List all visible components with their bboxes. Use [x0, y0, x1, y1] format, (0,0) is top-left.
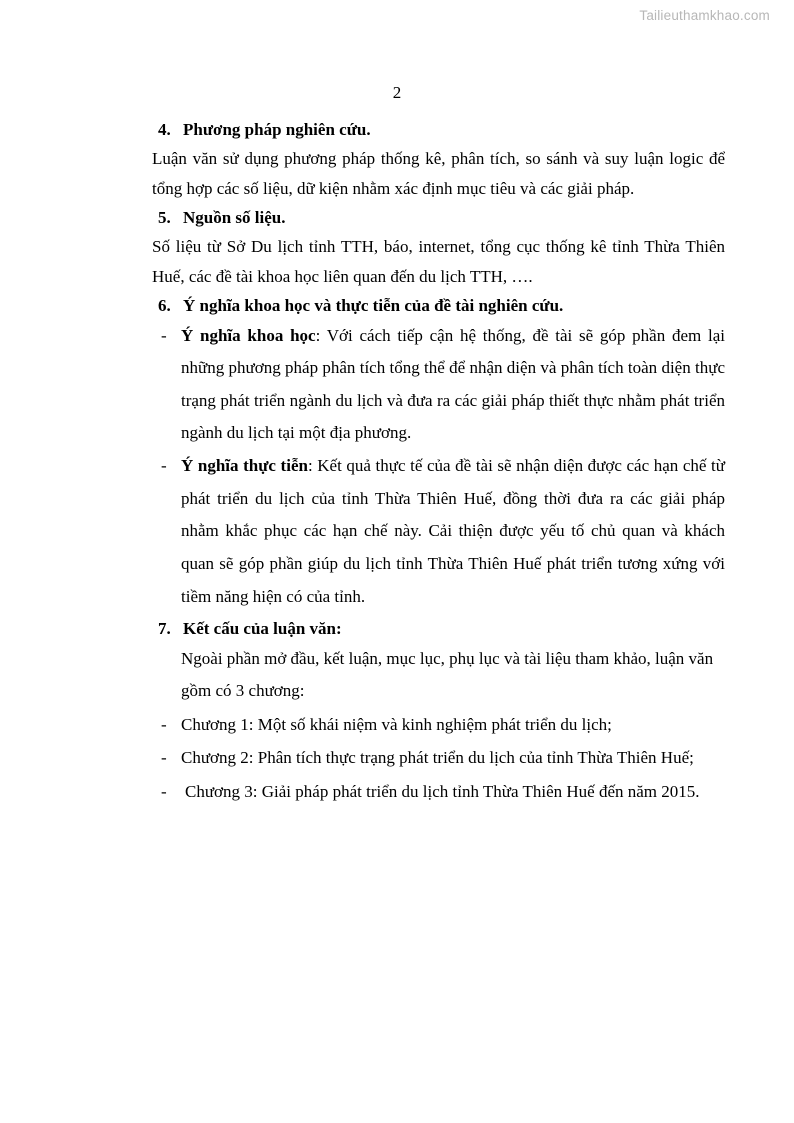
chapter-text: Chương 2: Phân tích thực trạng phát triển du lịch của tỉnh Thừa Thiên Huế;: [181, 748, 694, 768]
section-4-paragraph: Luận văn sử dụng phương pháp thống kê, phân tích, so sánh và suy luận logic để tổng hợp các số liệu, dữ kiện nhằm xác định mục tiêu và các giải pháp.: [152, 148, 725, 198]
chapter-text: Chương 3: Giải pháp phát triển du lịch tỉnh Thừa Thiên Huế đến năm 2015.: [185, 781, 700, 801]
bullet-lead-label: Ý nghĩa khoa học: [181, 325, 316, 345]
chapter-text: Chương 1: Một số khái niệm và kinh nghiệm phát triển du lịch;: [181, 715, 612, 734]
bullet-dash: -: [161, 325, 167, 345]
chapter-list-item: [152, 741, 725, 774]
chapter-list-item: [152, 775, 725, 808]
section-heading-7: [152, 615, 725, 643]
section-number-5: 5.: [158, 208, 171, 228]
section-number-4: 4.: [158, 120, 171, 139]
bullet-lead-label: Ý nghĩa thực tiễn: [181, 456, 308, 476]
section-title-7: Kết cấu của luận văn:: [183, 619, 342, 639]
page-number: 2: [392, 83, 402, 102]
bullet-dash: -: [161, 748, 167, 768]
section-heading-5: [152, 204, 725, 232]
section-6-bullet-2: [152, 450, 725, 613]
section-heading-6: [152, 292, 725, 320]
section-6-bullet-1: [152, 320, 725, 451]
section-5-paragraph: Số liệu từ Sở Du lịch tỉnh TTH, báo, internet, tổng cục thống kê tỉnh Thừa Thiên Huế, các đề tài khoa học liên quan đến du lịch TTH, ….: [152, 236, 725, 286]
chapter-list-item: [152, 708, 725, 741]
section-title-6: Ý nghĩa khoa học và thực tiễn của đề tài nghiên cứu.: [183, 296, 564, 316]
section-title-5: Nguồn số liệu.: [183, 208, 286, 228]
bullet-body-text: : Kết quả thực tế của đề tài sẽ nhận diện được các hạn chế từ phát triển du lịch của tỉnh Thừa Thiên Huế, đồng thời đưa ra các giải pháp nhằm khắc phục các hạn chế này. Cải thiện được yếu tố chủ quan và khách quan sẽ góp phần giúp du lịch tỉnh Thừa Thiên Huế phát triển tương xứng với tiềm năng hiện có của tỉnh.: [181, 456, 725, 606]
section-number-7: 7.: [158, 619, 171, 639]
watermark-text: Tailieuthamkhao.com: [639, 8, 770, 23]
bullet-dash: -: [161, 456, 167, 476]
document-content: [152, 116, 725, 808]
section-number-6: 6.: [158, 296, 171, 316]
section-7-intro-paragraph: Ngoài phần mở đầu, kết luận, mục lục, phụ lục và tài liệu tham khảo, luận văn gồm có 3 chương:: [181, 648, 714, 701]
bullet-dash: -: [161, 715, 167, 734]
bullet-dash: -: [161, 781, 167, 801]
section-heading-4: [152, 116, 725, 144]
bullet-body-text: : Với cách tiếp cận hệ thống, đề tài sẽ góp phần đem lại những phương pháp phân tích tổng thể để nhận diện và phân tích toàn diện thực trạng phát triển ngành du lịch và đưa ra các giải pháp thiết thực nhằm phát triển ngành du lịch tại một địa phương.: [181, 325, 725, 443]
section-title-4: Phương pháp nghiên cứu.: [183, 120, 371, 139]
